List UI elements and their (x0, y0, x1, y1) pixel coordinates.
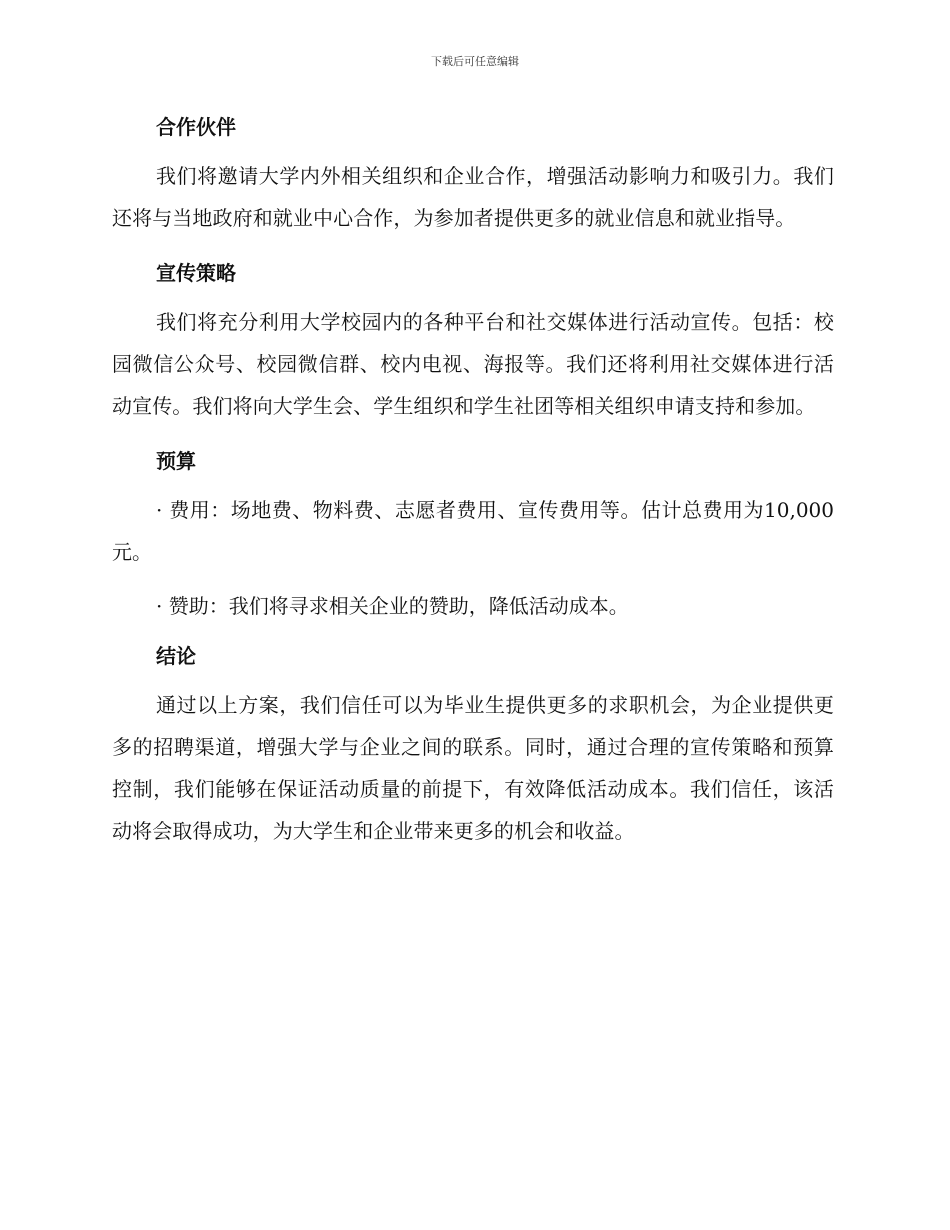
document-body (112, 110, 834, 852)
section-heading: 预算 (156, 449, 196, 473)
section-heading: 结论 (156, 644, 196, 668)
bullet-item: · 费用：场地费、物料费、志愿者费用、宣传费用等。估计总费用为10,000元。 (112, 498, 834, 564)
section-heading: 合作伙伴 (156, 115, 236, 139)
bullet-item: · 赞助：我们将寻求相关企业的赞助，降低活动成本。 (156, 594, 629, 618)
section-promotion (112, 256, 834, 444)
body-paragraph: 我们将充分利用大学校园内的各种平台和社交媒体进行活动宣传。包括：校园微信公众号、校园微信群、校内电视、海报等。我们还将利用社交媒体进行活动宣传。我们将向大学生会、学生组织和学生社团等相关组织申请支持和参加。 (112, 310, 834, 418)
section-budget (112, 444, 834, 639)
header-note: 下载后可任意编辑 (431, 55, 519, 68)
body-paragraph: 通过以上方案，我们信任可以为毕业生提供更多的求职机会，为企业提供更多的招聘渠道，增强大学与企业之间的联系。同时，通过合理的宣传策略和预算控制，我们能够在保证活动质量的前提下，有效降低活动成本。我们信任，该活动将会取得成功，为大学生和企业带来更多的机会和收益。 (112, 693, 834, 843)
section-heading: 宣传策略 (156, 261, 236, 285)
section-partners (112, 110, 834, 256)
body-paragraph: 我们将邀请大学内外相关组织和企业合作，增强活动影响力和吸引力。我们还将与当地政府和就业中心合作，为参加者提供更多的就业信息和就业指导。 (112, 164, 834, 230)
section-conclusion (112, 639, 834, 852)
